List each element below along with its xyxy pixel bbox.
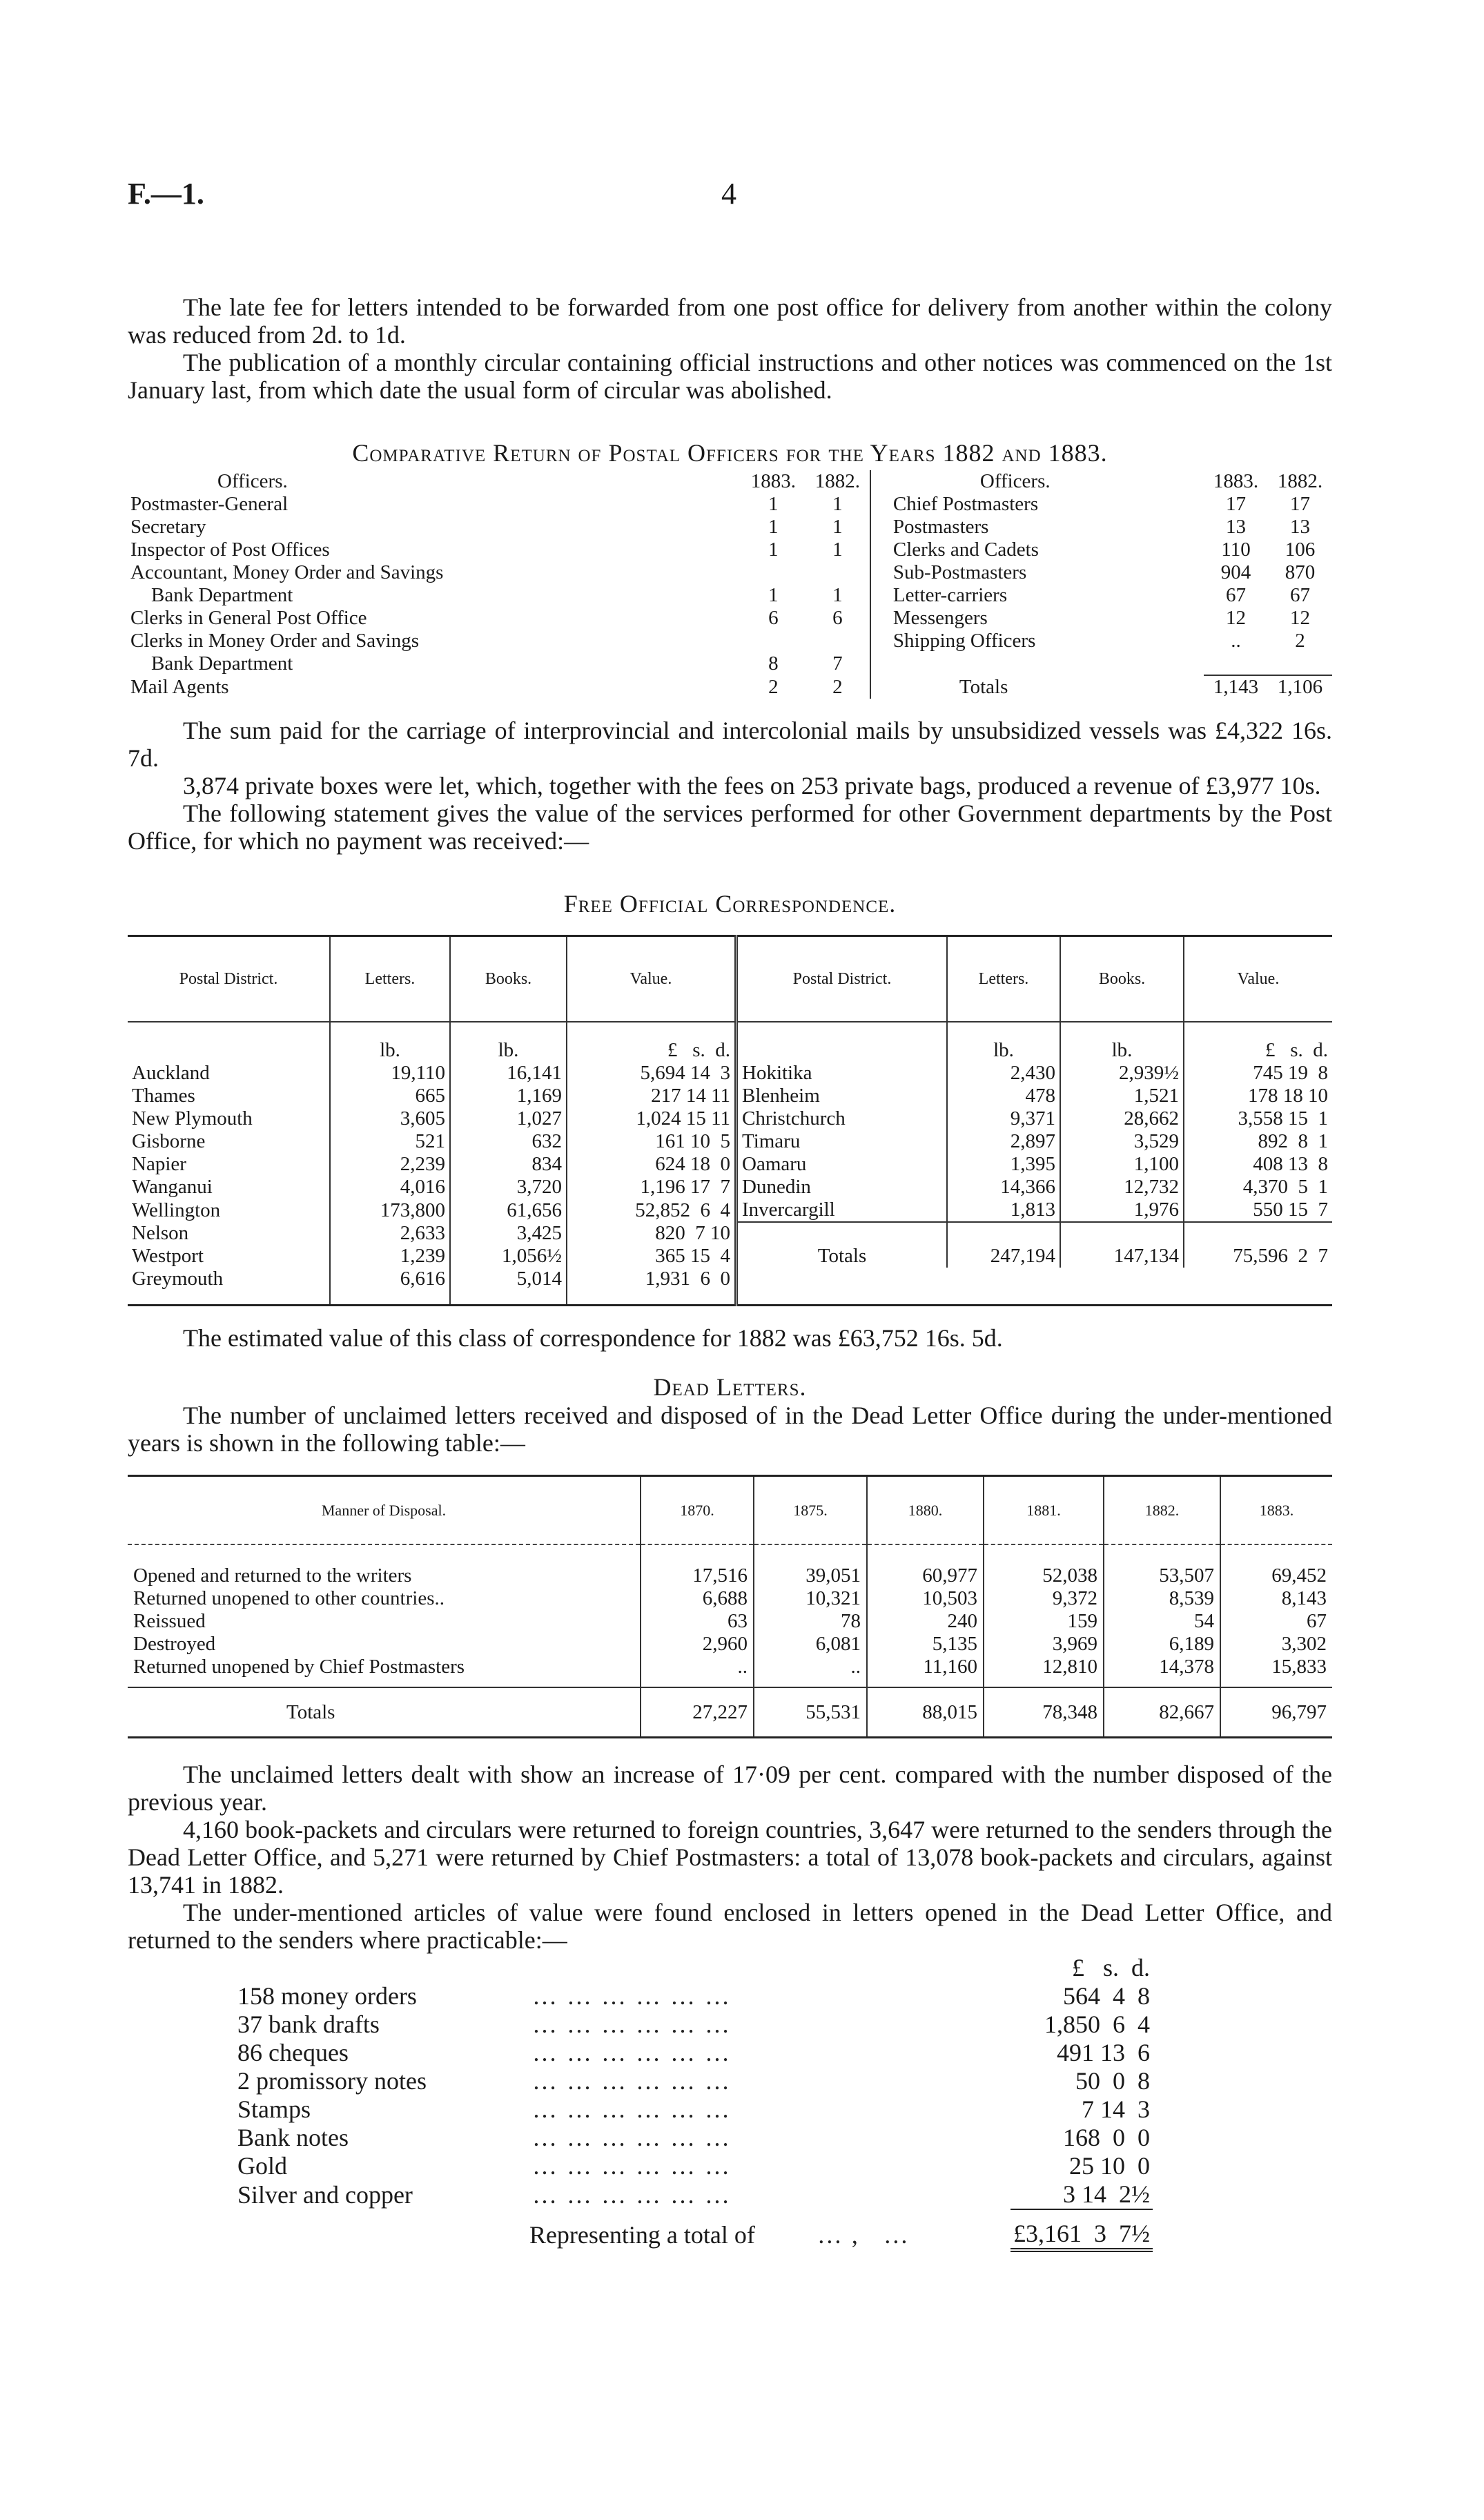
- document-reference: F.—1.: [128, 177, 204, 211]
- officer-1883: [741, 561, 806, 584]
- books-value: 834: [450, 1153, 567, 1176]
- paragraph-estimate: The estimated value of this class of correspondence for 1882 was £63,752 16s. 5d.: [183, 1324, 1003, 1352]
- articles-total-amount: £3,161 3 7½: [1011, 2220, 1153, 2250]
- books-value: 61,656: [450, 1199, 567, 1222]
- free-official-correspondence-table: [128, 935, 1332, 1306]
- disposal-label: Returned unopened to other countries..: [128, 1587, 641, 1610]
- cell-value: 6,081: [754, 1633, 867, 1656]
- cell-value: 3,969: [984, 1633, 1104, 1656]
- officer-1883: 17: [1226, 493, 1246, 515]
- cell-value: 3,302: [1281, 1633, 1327, 1655]
- table-row: [128, 1153, 1332, 1176]
- officer-row: [128, 630, 1332, 652]
- dead-letters-table: [128, 1475, 1332, 1738]
- money-value: 217 14 11: [567, 1085, 736, 1107]
- page-number: 4: [721, 177, 736, 211]
- unit-label: lb.: [947, 1022, 1060, 1062]
- cell-value: 10,503: [867, 1587, 984, 1610]
- dl-totals-label: Totals: [128, 1687, 641, 1738]
- letters-value: 478: [947, 1085, 1060, 1107]
- foc-totals-label: Totals: [736, 1245, 948, 1268]
- cell-value: 5,135: [867, 1633, 984, 1656]
- officer-1883: 13: [1226, 516, 1246, 538]
- cell-value: 78: [754, 1610, 867, 1633]
- money-value: 3,558 15 1: [1238, 1107, 1328, 1130]
- books-value: 1,100: [1060, 1153, 1184, 1176]
- total-value: 82,667: [1104, 1687, 1220, 1738]
- list-item: Bank notes ……………… 168 0 0: [235, 2124, 1153, 2152]
- officer-name: Postmasters: [892, 516, 989, 538]
- article-amount: 564 4 8: [1063, 1982, 1150, 2010]
- disposal-label: Returned unopened by Chief Postmasters: [128, 1656, 641, 1687]
- article-amount: 1,850 6 4: [1044, 2010, 1150, 2038]
- officer-1882: 1: [832, 539, 843, 561]
- letters-value: 1,395: [947, 1153, 1060, 1176]
- officer-row: [128, 493, 1332, 516]
- list-item: 158 money orders ……………… 564 4 8: [235, 1982, 1153, 2010]
- table-row: [128, 1107, 1332, 1130]
- money-value: 550 15 7: [1253, 1199, 1328, 1221]
- officer-1883: 1: [768, 539, 779, 561]
- letters-value: 19,110: [330, 1062, 450, 1085]
- officer-1883: 904: [1220, 561, 1251, 583]
- officer-name: Messengers: [892, 607, 988, 629]
- articles-unit-header: £ s. d.: [1071, 1954, 1150, 1981]
- officer-1883: 6: [768, 607, 779, 629]
- money-value: 1,196 17 7: [567, 1176, 736, 1199]
- letters-value: 521: [330, 1130, 450, 1153]
- cell-value: 9,372: [984, 1587, 1104, 1610]
- officer-name: Postmaster-General: [130, 493, 289, 515]
- money-value: 161 10 5: [567, 1130, 736, 1153]
- officer-name: Clerks and Cadets: [892, 539, 1039, 561]
- district-name: Thames: [128, 1085, 330, 1107]
- money-value: 5,694 14 3: [567, 1062, 736, 1085]
- disposal-label: Reissued: [128, 1610, 641, 1633]
- officer-1882: 12: [1290, 607, 1310, 629]
- letters-value: 9,371: [947, 1107, 1060, 1130]
- col-1882-right: 1882.: [1277, 470, 1323, 492]
- money-value: 892 8 1: [1258, 1130, 1328, 1152]
- table-row: [128, 1062, 1332, 1085]
- foc-header-letters: Letters.: [947, 936, 1060, 1022]
- paragraph-increase: The unclaimed letters dealt with show an increase of 17·09 per cent. compared with the number disposed of the previous year.: [128, 1761, 1332, 1816]
- officer-1883: 110: [1221, 539, 1251, 561]
- dl-header-year: 1883.: [1220, 1476, 1332, 1545]
- table-row: [128, 1587, 1332, 1610]
- officer-1882: 1: [832, 516, 843, 538]
- article-name: 2 promissory notes: [237, 2067, 427, 2095]
- officer-name: Bank Department: [151, 584, 293, 606]
- foc-total-letters: 247,194: [947, 1245, 1060, 1268]
- paragraph-carriage: The sum paid for the carriage of interprovincial and intercolonial mails by unsubsidized vessels was £4,322 16s. 7d.: [128, 717, 1332, 772]
- district-name: Blenheim: [736, 1085, 948, 1107]
- cell-value: 10,321: [754, 1587, 867, 1610]
- cell-value: 14,378: [1104, 1656, 1220, 1687]
- officers-col-header-left: Officers.: [217, 470, 288, 492]
- books-value: 3,425: [450, 1222, 567, 1245]
- list-item: Stamps ……………… 7 14 3: [235, 2095, 1153, 2124]
- articles-total-label: Representing a total of: [529, 2220, 755, 2249]
- page-header: [128, 176, 1332, 224]
- officer-name: Secretary: [130, 516, 206, 538]
- officer-row: [128, 584, 1332, 607]
- cell-value: ..: [754, 1656, 867, 1687]
- unit-label: lb.: [330, 1022, 450, 1062]
- cell-value: 6,688: [641, 1587, 754, 1610]
- books-value: 3,720: [450, 1176, 567, 1199]
- books-value: 5,014: [450, 1268, 567, 1306]
- officer-1882: 106: [1285, 539, 1316, 561]
- officer-1883: ..: [1231, 630, 1241, 652]
- foc-title: Free Official Correspondence.: [563, 890, 897, 918]
- table-row: [128, 1633, 1332, 1656]
- district-name: Auckland: [128, 1062, 330, 1085]
- column-divider: [870, 470, 890, 699]
- officer-name: Clerks in General Post Office: [130, 607, 367, 629]
- money-value: 4,370 5 1: [1242, 1176, 1328, 1198]
- officer-row: [128, 652, 1332, 675]
- books-value: 16,141: [450, 1062, 567, 1085]
- foc-header-letters: Letters.: [330, 936, 450, 1022]
- officer-1882: 1: [832, 584, 843, 606]
- cell-value: 69,452: [1271, 1564, 1327, 1587]
- paragraph-circular: The publication of a monthly circular containing official instructions and other notices was commenced on the 1st January last, from which date the usual form of circular was abolished.: [128, 349, 1332, 404]
- table-row: [128, 1245, 1332, 1268]
- letters-value: 173,800: [330, 1199, 450, 1222]
- total-value: 78,348: [984, 1687, 1104, 1738]
- district-name: Hokitika: [736, 1062, 948, 1085]
- col-1883-right: 1883.: [1213, 470, 1259, 492]
- list-item: 86 cheques ……………… 491 13 6: [235, 2039, 1153, 2067]
- article-amount: 3 14 2½: [1063, 2180, 1150, 2208]
- officer-row: [128, 607, 1332, 630]
- officers-table: [128, 470, 1332, 699]
- letters-value: 665: [330, 1085, 450, 1107]
- articles-total-row: Representing a total of …, … £3,161 3 7½: [235, 2220, 1153, 2250]
- cell-value: 17,516: [641, 1544, 754, 1587]
- disposal-label: Destroyed: [128, 1633, 641, 1656]
- letters-value: 3,605: [330, 1107, 450, 1130]
- cell-value: 60,977: [867, 1544, 984, 1587]
- officer-1883: 12: [1226, 607, 1246, 629]
- officer-name: Clerks in Money Order and Savings: [130, 630, 420, 652]
- officers-title: Comparative Return of Postal Officers for the Years 1882 and 1883.: [352, 439, 1108, 467]
- officer-1882: 7: [832, 652, 843, 675]
- money-value: 408 13 8: [1253, 1153, 1328, 1175]
- table-row: [128, 1176, 1332, 1199]
- total-value: 96,797: [1220, 1687, 1332, 1738]
- table-row: [128, 1610, 1332, 1633]
- money-value: 1,931 6 0: [567, 1268, 736, 1306]
- money-value: 624 18 0: [567, 1153, 736, 1176]
- dl-header-year: 1870.: [641, 1476, 754, 1545]
- totals-row: [128, 1687, 1332, 1738]
- money-value: 1,024 15 11: [567, 1107, 736, 1130]
- cell-value: 8,143: [1281, 1587, 1327, 1609]
- books-value: 1,056½: [450, 1245, 567, 1268]
- article-name: Bank notes: [237, 2124, 349, 2151]
- paragraph-private-boxes: 3,874 private boxes were let, which, together with the fees on 253 private bags, produced a revenue of £3,977 10s.: [183, 772, 1321, 799]
- officer-row: [128, 539, 1332, 561]
- officer-name: Letter-carriers: [892, 584, 1008, 606]
- article-amount: 50 0 8: [1075, 2067, 1150, 2095]
- officers-total-1882: 1,106: [1277, 676, 1323, 698]
- district-name: Westport: [128, 1245, 330, 1268]
- district-name: Oamaru: [736, 1153, 948, 1176]
- foc-header-district: Postal District.: [736, 936, 948, 1022]
- paragraph-statement: The following statement gives the value of the services performed for other Government departments by the Post Office, for which no payment was received:—: [128, 799, 1332, 855]
- paragraph-dead-letters: The number of unclaimed letters received and disposed of in the Dead Letter Office during the under-mentioned years is shown in the following table:—: [128, 1402, 1332, 1457]
- cell-value: 240: [867, 1610, 984, 1633]
- district-name: Nelson: [128, 1222, 330, 1245]
- officer-1883: 67: [1226, 584, 1246, 606]
- officer-name: Shipping Officers: [892, 630, 1036, 652]
- letters-value: 4,016: [330, 1176, 450, 1199]
- officers-totals-label: Totals: [959, 676, 1008, 698]
- books-value: 28,662: [1060, 1107, 1184, 1130]
- officer-1882: 13: [1290, 516, 1310, 538]
- cell-value: 6,189: [1104, 1633, 1220, 1656]
- district-name: Timaru: [736, 1130, 948, 1153]
- list-item: 37 bank drafts ……………… 1,850 6 4: [235, 2010, 1153, 2039]
- officer-1883: [741, 630, 806, 652]
- table-row: [128, 1656, 1332, 1687]
- officer-row: [128, 675, 1332, 699]
- cell-value: 39,051: [754, 1544, 867, 1587]
- table-row: [128, 1085, 1332, 1107]
- officer-name: Accountant, Money Order and Savings: [130, 561, 444, 583]
- list-item: 2 promissory notes ……………… 50 0 8: [235, 2067, 1153, 2095]
- unit-label: lb.: [450, 1022, 567, 1062]
- district-name: Napier: [128, 1153, 330, 1176]
- article-amount: 491 13 6: [1057, 2039, 1150, 2066]
- dl-header-disposal: Manner of Disposal.: [128, 1476, 641, 1545]
- article-amount: 7 14 3: [1082, 2095, 1150, 2123]
- dl-header-year: 1881.: [984, 1476, 1104, 1545]
- unit-label: £ s. d.: [567, 1022, 736, 1062]
- cell-value: 63: [641, 1610, 754, 1633]
- cell-value: 52,038: [984, 1544, 1104, 1587]
- officer-row: [128, 516, 1332, 539]
- cell-value: 8,539: [1104, 1587, 1220, 1610]
- col-1883-left: 1883.: [750, 470, 797, 492]
- total-value: 55,531: [754, 1687, 867, 1738]
- foc-header-value: Value.: [567, 936, 736, 1022]
- officer-1883: 8: [768, 652, 779, 675]
- cell-value: 11,160: [867, 1656, 984, 1687]
- letters-value: 1,813: [947, 1199, 1060, 1222]
- foc-header-value: Value.: [1184, 936, 1332, 1022]
- officer-name: Bank Department: [151, 652, 293, 675]
- article-name: Stamps: [237, 2095, 311, 2123]
- officers-col-header-right: Officers.: [979, 470, 1051, 492]
- foc-total-value: 75,596 2 7: [1233, 1245, 1328, 1267]
- officer-name: Inspector of Post Offices: [130, 539, 330, 561]
- list-item: Silver and copper ……………… 3 14 2½: [235, 2180, 1153, 2209]
- article-amount: 168 0 0: [1063, 2124, 1150, 2151]
- article-name: Silver and copper: [237, 2180, 413, 2209]
- officer-1882: 1: [832, 493, 843, 515]
- paragraph-book-packets: 4,160 book-packets and circulars were returned to foreign countries, 3,647 were returned to the senders through the Dead Letter Office, and 5,271 were returned by Chief Postmasters: a total of 13,078 book-packets and circulars, against 13,741 in 1882.: [128, 1816, 1332, 1899]
- district-name: New Plymouth: [128, 1107, 330, 1130]
- money-value: 52,852 6 4: [567, 1199, 736, 1222]
- cell-value: 54: [1104, 1610, 1220, 1633]
- article-name: Gold: [237, 2152, 287, 2180]
- officer-name: Sub-Postmasters: [892, 561, 1027, 583]
- paragraph-articles-intro: The under-mentioned articles of value were found enclosed in letters opened in the Dead Letter Office, and returned to the senders where practicable:—: [128, 1899, 1332, 1954]
- cell-value: 53,507: [1104, 1544, 1220, 1587]
- article-name: 37 bank drafts: [237, 2010, 380, 2038]
- books-value: 12,732: [1060, 1176, 1184, 1199]
- officer-name: Mail Agents: [130, 676, 229, 698]
- letters-value: 2,239: [330, 1153, 450, 1176]
- officer-1883: 1: [768, 584, 779, 606]
- dl-header-year: 1880.: [867, 1476, 984, 1545]
- foc-header-books: Books.: [1060, 936, 1184, 1022]
- officer-1882: [806, 630, 870, 652]
- unit-label: £ s. d.: [1265, 1039, 1328, 1061]
- cell-value: ..: [641, 1656, 754, 1687]
- cell-value: 67: [1307, 1610, 1327, 1632]
- total-value: 88,015: [867, 1687, 984, 1738]
- books-value: 632: [450, 1130, 567, 1153]
- foc-header-books: Books.: [450, 936, 567, 1022]
- table-row: [128, 1222, 1332, 1245]
- table-row: [128, 1199, 1332, 1222]
- table-row: [128, 1544, 1332, 1587]
- district-name: Wanganui: [128, 1176, 330, 1199]
- officer-1883: 1: [768, 493, 779, 515]
- books-value: 1,976: [1060, 1199, 1184, 1222]
- col-1882-left: 1882.: [814, 470, 861, 492]
- article-amount: 25 10 0: [1069, 2152, 1150, 2180]
- foc-total-books: 147,134: [1060, 1245, 1184, 1268]
- money-value: 820 7 10: [567, 1222, 736, 1245]
- letters-value: 2,897: [947, 1130, 1060, 1153]
- money-value: 365 15 4: [567, 1245, 736, 1268]
- cell-value: 15,833: [1271, 1656, 1327, 1678]
- list-item: Gold ……………… 25 10 0: [235, 2152, 1153, 2180]
- officer-1882: 17: [1290, 493, 1310, 515]
- letters-value: 6,616: [330, 1268, 450, 1306]
- officer-1883: 2: [768, 676, 779, 698]
- paragraph-late-fee: The late fee for letters intended to be forwarded from one post office for delivery from another within the colony was reduced from 2d. to 1d.: [128, 293, 1332, 349]
- district-name: Greymouth: [128, 1268, 330, 1306]
- district-name: Invercargill: [736, 1199, 948, 1222]
- article-name: 86 cheques: [237, 2039, 349, 2066]
- cell-value: 159: [984, 1610, 1104, 1633]
- letters-value: 14,366: [947, 1176, 1060, 1199]
- money-value: 178 18 10: [1248, 1085, 1328, 1107]
- article-name: 158 money orders: [237, 1982, 417, 2010]
- letters-value: 1,239: [330, 1245, 450, 1268]
- money-value: 745 19 8: [1253, 1062, 1328, 1084]
- officer-1882: 870: [1285, 561, 1316, 583]
- unit-label: lb.: [1060, 1022, 1184, 1062]
- dead-letters-title: Dead Letters.: [653, 1373, 807, 1401]
- district-name: Gisborne: [128, 1130, 330, 1153]
- officer-1883: 1: [768, 516, 779, 538]
- foc-header-district: Postal District.: [128, 936, 330, 1022]
- officer-1882: 6: [832, 607, 843, 629]
- officer-name: Chief Postmasters: [892, 493, 1039, 515]
- letters-value: 2,430: [947, 1062, 1060, 1085]
- district-name: Wellington: [128, 1199, 330, 1222]
- dl-header-year: 1882.: [1104, 1476, 1220, 1545]
- books-value: 1,169: [450, 1085, 567, 1107]
- cell-value: 12,810: [984, 1656, 1104, 1687]
- page: [128, 176, 1332, 2252]
- books-value: 1,521: [1060, 1085, 1184, 1107]
- books-value: 2,939½: [1060, 1062, 1184, 1085]
- officer-1882: 2: [832, 676, 843, 698]
- articles-table: [235, 1954, 1153, 2252]
- books-value: 1,027: [450, 1107, 567, 1130]
- officer-1882: 67: [1290, 584, 1310, 606]
- district-name: Dunedin: [736, 1176, 948, 1199]
- cell-value: 2,960: [641, 1633, 754, 1656]
- district-name: Christchurch: [736, 1107, 948, 1130]
- table-row: [128, 1130, 1332, 1153]
- disposal-label: Opened and returned to the writers: [128, 1544, 641, 1587]
- letters-value: 2,633: [330, 1222, 450, 1245]
- officers-total-1883: 1,143: [1213, 676, 1259, 698]
- officer-1882: 2: [1295, 630, 1305, 652]
- dl-header-year: 1875.: [754, 1476, 867, 1545]
- total-value: 27,227: [641, 1687, 754, 1738]
- books-value: 3,529: [1060, 1130, 1184, 1153]
- officer-1882: [806, 561, 870, 584]
- officer-row: [128, 561, 1332, 584]
- table-row: [128, 1268, 1332, 1306]
